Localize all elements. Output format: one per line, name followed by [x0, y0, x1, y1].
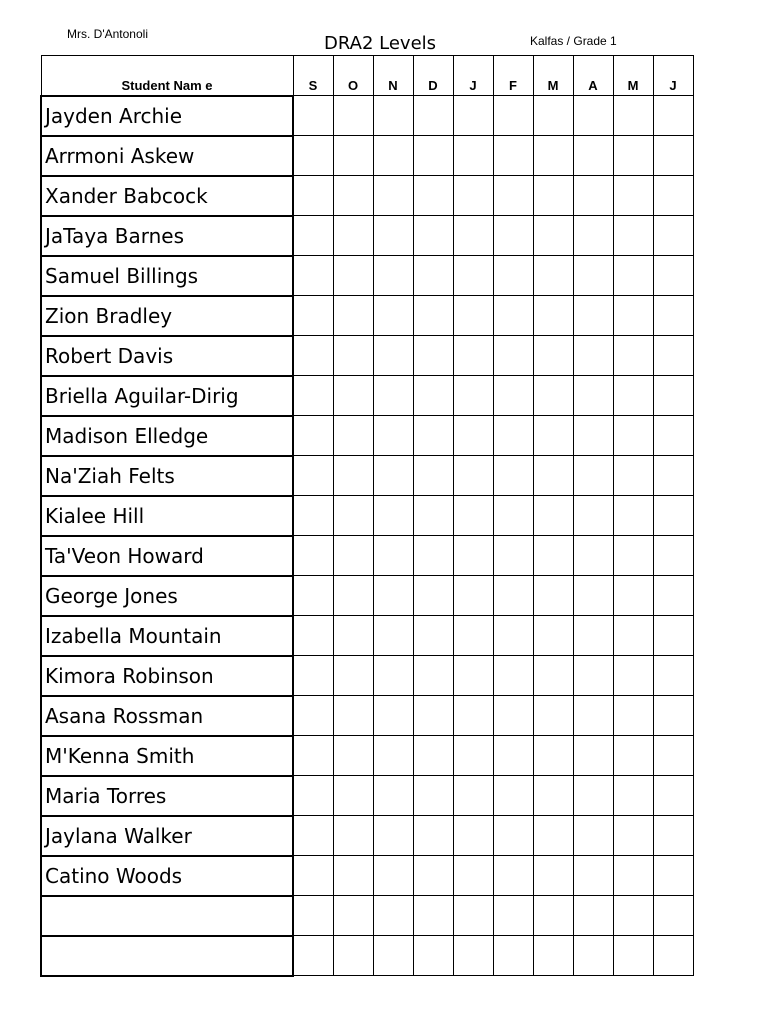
level-cell[interactable]	[453, 656, 493, 696]
level-cell[interactable]	[413, 736, 453, 776]
level-cell[interactable]	[293, 816, 333, 856]
level-cell[interactable]	[293, 376, 333, 416]
level-cell[interactable]	[453, 136, 493, 176]
level-cell[interactable]	[493, 896, 533, 936]
level-cell[interactable]	[413, 296, 453, 336]
level-cell[interactable]	[653, 696, 693, 736]
level-cell[interactable]	[333, 736, 373, 776]
month-header: O	[333, 56, 373, 96]
level-cell[interactable]	[413, 656, 453, 696]
level-cell[interactable]	[293, 256, 333, 296]
table-row	[41, 136, 693, 176]
level-cell[interactable]	[453, 576, 493, 616]
level-cell[interactable]	[493, 456, 533, 496]
level-cell[interactable]	[613, 416, 653, 456]
level-cell[interactable]	[373, 96, 413, 136]
level-cell[interactable]	[493, 616, 533, 656]
student-name-cell: Maria Torres	[41, 776, 293, 816]
level-cell[interactable]	[293, 456, 333, 496]
level-cell[interactable]	[333, 176, 373, 216]
level-cell[interactable]	[613, 896, 653, 936]
level-cell[interactable]	[493, 576, 533, 616]
header-row	[41, 56, 693, 96]
level-cell[interactable]	[293, 616, 333, 656]
level-cell[interactable]	[333, 296, 373, 336]
level-cell[interactable]	[613, 816, 653, 856]
level-cell[interactable]	[293, 696, 333, 736]
table-row	[41, 696, 693, 736]
student-name-cell	[41, 936, 293, 976]
level-cell[interactable]	[333, 616, 373, 656]
level-cell[interactable]	[413, 536, 453, 576]
level-cell[interactable]	[653, 136, 693, 176]
level-cell[interactable]	[613, 376, 653, 416]
level-cell[interactable]	[333, 456, 373, 496]
month-header: S	[293, 56, 333, 96]
level-cell[interactable]	[293, 936, 333, 976]
level-cell[interactable]	[333, 336, 373, 376]
table-body	[41, 96, 693, 976]
level-cell[interactable]	[493, 856, 533, 896]
month-header: N	[373, 56, 413, 96]
level-cell[interactable]	[453, 376, 493, 416]
level-cell[interactable]	[453, 336, 493, 376]
level-cell[interactable]	[573, 616, 613, 656]
level-cell[interactable]	[573, 416, 613, 456]
table-row	[41, 256, 693, 296]
table-row	[41, 536, 693, 576]
level-cell[interactable]	[533, 936, 573, 976]
level-cell[interactable]	[413, 936, 453, 976]
level-cell[interactable]	[373, 736, 413, 776]
level-cell[interactable]	[373, 816, 413, 856]
level-cell[interactable]	[493, 96, 533, 136]
level-cell[interactable]	[573, 296, 613, 336]
level-cell[interactable]	[533, 536, 573, 576]
level-cell[interactable]	[373, 936, 413, 976]
level-cell[interactable]	[653, 776, 693, 816]
student-name-cell: Asana Rossman	[41, 696, 293, 736]
table-row	[41, 176, 693, 216]
level-cell[interactable]	[653, 496, 693, 536]
level-cell[interactable]	[653, 456, 693, 496]
level-cell[interactable]	[533, 816, 573, 856]
table-row	[41, 96, 693, 136]
level-cell[interactable]	[453, 496, 493, 536]
student-name-cell: Ta'Veon Howard	[41, 536, 293, 576]
level-cell[interactable]	[573, 576, 613, 616]
level-cell[interactable]	[493, 216, 533, 256]
level-cell[interactable]	[373, 536, 413, 576]
level-cell[interactable]	[453, 416, 493, 456]
level-cell[interactable]	[413, 696, 453, 736]
level-cell[interactable]	[493, 816, 533, 856]
level-cell[interactable]	[413, 576, 453, 616]
level-cell[interactable]	[573, 896, 613, 936]
level-cell[interactable]	[573, 176, 613, 216]
level-cell[interactable]	[533, 136, 573, 176]
student-name-cell: Arrmoni Askew	[41, 136, 293, 176]
level-cell[interactable]	[373, 616, 413, 656]
level-cell[interactable]	[573, 936, 613, 976]
student-name-cell: Xander Babcock	[41, 176, 293, 216]
level-cell[interactable]	[413, 256, 453, 296]
level-cell[interactable]	[573, 96, 613, 136]
level-cell[interactable]	[333, 936, 373, 976]
level-cell[interactable]	[293, 176, 333, 216]
table-row	[41, 216, 693, 256]
level-cell[interactable]	[533, 256, 573, 296]
month-header: J	[653, 56, 693, 96]
level-cell[interactable]	[333, 376, 373, 416]
level-cell[interactable]	[533, 376, 573, 416]
level-cell[interactable]	[453, 856, 493, 896]
level-cell[interactable]	[293, 496, 333, 536]
table-row	[41, 816, 693, 856]
level-cell[interactable]	[533, 656, 573, 696]
level-cell[interactable]	[373, 336, 413, 376]
level-cell[interactable]	[293, 896, 333, 936]
level-cell[interactable]	[573, 136, 613, 176]
level-cell[interactable]	[293, 576, 333, 616]
level-cell[interactable]	[653, 256, 693, 296]
month-header: J	[453, 56, 493, 96]
level-cell[interactable]	[573, 256, 613, 296]
level-cell[interactable]	[413, 856, 453, 896]
level-cell[interactable]	[573, 696, 613, 736]
level-cell[interactable]	[413, 496, 453, 536]
level-cell[interactable]	[373, 296, 413, 336]
level-cell[interactable]	[453, 936, 493, 976]
student-name-cell: Jaylana Walker	[41, 816, 293, 856]
level-cell[interactable]	[493, 776, 533, 816]
level-cell[interactable]	[573, 456, 613, 496]
level-cell[interactable]	[613, 736, 653, 776]
level-cell[interactable]	[653, 816, 693, 856]
student-name-cell: Samuel Billings	[41, 256, 293, 296]
level-cell[interactable]	[613, 576, 653, 616]
level-cell[interactable]	[453, 616, 493, 656]
level-cell[interactable]	[573, 856, 613, 896]
level-cell[interactable]	[533, 616, 573, 656]
level-cell[interactable]	[613, 456, 653, 496]
level-cell[interactable]	[653, 616, 693, 656]
level-cell[interactable]	[493, 296, 533, 336]
table-row	[41, 336, 693, 376]
level-cell[interactable]	[533, 856, 573, 896]
level-cell[interactable]	[613, 96, 653, 136]
level-cell[interactable]	[493, 336, 533, 376]
level-cell[interactable]	[333, 216, 373, 256]
level-cell[interactable]	[613, 936, 653, 976]
level-cell[interactable]	[613, 176, 653, 216]
level-cell[interactable]	[653, 856, 693, 896]
student-name-cell: Na'Ziah Felts	[41, 456, 293, 496]
level-cell[interactable]	[413, 216, 453, 256]
level-cell[interactable]	[453, 176, 493, 216]
student-name-cell	[41, 896, 293, 936]
level-cell[interactable]	[413, 816, 453, 856]
level-cell[interactable]	[613, 216, 653, 256]
level-cell[interactable]	[613, 656, 653, 696]
levels-table	[40, 55, 694, 977]
level-cell[interactable]	[573, 816, 613, 856]
table-row	[41, 856, 693, 896]
level-cell[interactable]	[453, 456, 493, 496]
level-cell[interactable]	[573, 216, 613, 256]
level-cell[interactable]	[373, 136, 413, 176]
level-cell[interactable]	[453, 296, 493, 336]
level-cell[interactable]	[373, 256, 413, 296]
level-cell[interactable]	[453, 816, 493, 856]
table-row	[41, 576, 693, 616]
level-cell[interactable]	[573, 536, 613, 576]
level-cell[interactable]	[453, 736, 493, 776]
level-cell[interactable]	[333, 256, 373, 296]
level-cell[interactable]	[373, 856, 413, 896]
student-name-cell: Kimora Robinson	[41, 656, 293, 696]
month-header: A	[573, 56, 613, 96]
level-cell[interactable]	[293, 656, 333, 696]
level-cell[interactable]	[653, 576, 693, 616]
level-cell[interactable]	[573, 496, 613, 536]
level-cell[interactable]	[613, 256, 653, 296]
level-cell[interactable]	[653, 176, 693, 216]
student-name-cell: George Jones	[41, 576, 293, 616]
student-name-cell: Jayden Archie	[41, 96, 293, 136]
level-cell[interactable]	[293, 736, 333, 776]
level-cell[interactable]	[453, 96, 493, 136]
level-cell[interactable]	[493, 376, 533, 416]
level-cell[interactable]	[533, 496, 573, 536]
level-cell[interactable]	[493, 416, 533, 456]
level-cell[interactable]	[333, 576, 373, 616]
level-cell[interactable]	[373, 896, 413, 936]
level-cell[interactable]	[453, 896, 493, 936]
level-cell[interactable]	[333, 856, 373, 896]
level-cell[interactable]	[373, 656, 413, 696]
table-row	[41, 616, 693, 656]
level-cell[interactable]	[373, 576, 413, 616]
level-cell[interactable]	[533, 216, 573, 256]
level-cell[interactable]	[453, 776, 493, 816]
level-cell[interactable]	[613, 616, 653, 656]
level-cell[interactable]	[533, 696, 573, 736]
student-name-cell: Izabella Mountain	[41, 616, 293, 656]
level-cell[interactable]	[333, 776, 373, 816]
level-cell[interactable]	[333, 496, 373, 536]
level-cell[interactable]	[293, 96, 333, 136]
level-cell[interactable]	[413, 136, 453, 176]
level-cell[interactable]	[293, 776, 333, 816]
month-header: F	[493, 56, 533, 96]
page-title: DRA2 Levels	[324, 33, 437, 54]
table-row	[41, 296, 693, 336]
level-cell[interactable]	[493, 536, 533, 576]
level-cell[interactable]	[653, 936, 693, 976]
level-cell[interactable]	[453, 696, 493, 736]
level-cell[interactable]	[293, 216, 333, 256]
student-name-cell: Kialee Hill	[41, 496, 293, 536]
level-cell[interactable]	[533, 456, 573, 496]
table-row	[41, 376, 693, 416]
level-cell[interactable]	[413, 376, 453, 416]
level-cell[interactable]	[533, 776, 573, 816]
level-cell[interactable]	[493, 496, 533, 536]
level-cell[interactable]	[533, 336, 573, 376]
level-cell[interactable]	[613, 296, 653, 336]
level-cell[interactable]	[493, 136, 533, 176]
student-name-cell: Robert Davis	[41, 336, 293, 376]
level-cell[interactable]	[653, 216, 693, 256]
level-cell[interactable]	[493, 736, 533, 776]
level-cell[interactable]	[613, 336, 653, 376]
level-cell[interactable]	[653, 296, 693, 336]
student-name-cell: JaTaya Barnes	[41, 216, 293, 256]
table-row	[41, 496, 693, 536]
level-cell[interactable]	[533, 896, 573, 936]
level-cell[interactable]	[373, 696, 413, 736]
table-row	[41, 936, 693, 976]
level-cell[interactable]	[333, 896, 373, 936]
level-cell[interactable]	[373, 376, 413, 416]
month-header: M	[533, 56, 573, 96]
level-cell[interactable]	[493, 696, 533, 736]
level-cell[interactable]	[533, 176, 573, 216]
level-cell[interactable]	[453, 536, 493, 576]
level-cell[interactable]	[573, 736, 613, 776]
level-cell[interactable]	[573, 776, 613, 816]
level-cell[interactable]	[653, 96, 693, 136]
level-cell[interactable]	[613, 496, 653, 536]
level-cell[interactable]	[413, 456, 453, 496]
student-name-cell: Madison Elledge	[41, 416, 293, 456]
level-cell[interactable]	[573, 656, 613, 696]
level-cell[interactable]	[413, 96, 453, 136]
student-name-cell: Zion Bradley	[41, 296, 293, 336]
level-cell[interactable]	[373, 216, 413, 256]
level-cell[interactable]	[493, 656, 533, 696]
level-cell[interactable]	[333, 96, 373, 136]
level-cell[interactable]	[413, 776, 453, 816]
level-cell[interactable]	[413, 896, 453, 936]
level-cell[interactable]	[373, 416, 413, 456]
level-cell[interactable]	[293, 136, 333, 176]
level-cell[interactable]	[613, 856, 653, 896]
teacher-name: Mrs. D'Antonoli	[67, 27, 148, 41]
level-cell[interactable]	[533, 576, 573, 616]
level-cell[interactable]	[613, 696, 653, 736]
level-cell[interactable]	[533, 416, 573, 456]
table-row	[41, 456, 693, 496]
month-header: D	[413, 56, 453, 96]
table-row	[41, 416, 693, 456]
student-name-cell: M'Kenna Smith	[41, 736, 293, 776]
level-cell[interactable]	[533, 296, 573, 336]
level-cell[interactable]	[493, 936, 533, 976]
level-cell[interactable]	[413, 616, 453, 656]
level-cell[interactable]	[373, 176, 413, 216]
level-cell[interactable]	[413, 416, 453, 456]
level-cell[interactable]	[493, 176, 533, 216]
level-cell[interactable]	[413, 176, 453, 216]
level-cell[interactable]	[653, 376, 693, 416]
table-row	[41, 776, 693, 816]
level-cell[interactable]	[613, 136, 653, 176]
level-cell[interactable]	[293, 416, 333, 456]
level-cell[interactable]	[613, 776, 653, 816]
level-cell[interactable]	[653, 336, 693, 376]
table-row	[41, 656, 693, 696]
level-cell[interactable]	[333, 136, 373, 176]
level-cell[interactable]	[613, 536, 653, 576]
level-cell[interactable]	[653, 536, 693, 576]
table-row	[41, 736, 693, 776]
level-cell[interactable]	[293, 296, 333, 336]
level-cell[interactable]	[533, 736, 573, 776]
level-cell[interactable]	[453, 216, 493, 256]
level-cell[interactable]	[373, 776, 413, 816]
table-row	[41, 896, 693, 936]
level-cell[interactable]	[333, 536, 373, 576]
student-name-cell: Catino Woods	[41, 856, 293, 896]
level-cell[interactable]	[293, 856, 333, 896]
level-cell[interactable]	[333, 416, 373, 456]
level-cell[interactable]	[533, 96, 573, 136]
level-cell[interactable]	[333, 696, 373, 736]
level-cell[interactable]	[373, 496, 413, 536]
month-header: M	[613, 56, 653, 96]
level-cell[interactable]	[293, 536, 333, 576]
student-name-cell: Briella Aguilar-Dirig	[41, 376, 293, 416]
level-cell[interactable]	[413, 336, 453, 376]
level-cell[interactable]	[573, 336, 613, 376]
level-cell[interactable]	[293, 336, 333, 376]
level-cell[interactable]	[653, 896, 693, 936]
level-cell[interactable]	[333, 816, 373, 856]
level-cell[interactable]	[493, 256, 533, 296]
level-cell[interactable]	[653, 656, 693, 696]
class-info: Kalfas / Grade 1	[530, 34, 617, 48]
level-cell[interactable]	[653, 416, 693, 456]
level-cell[interactable]	[653, 736, 693, 776]
level-cell[interactable]	[573, 376, 613, 416]
level-cell[interactable]	[373, 456, 413, 496]
level-cell[interactable]	[333, 656, 373, 696]
level-cell[interactable]	[453, 256, 493, 296]
student-name-header: Student Nam e	[41, 56, 293, 96]
